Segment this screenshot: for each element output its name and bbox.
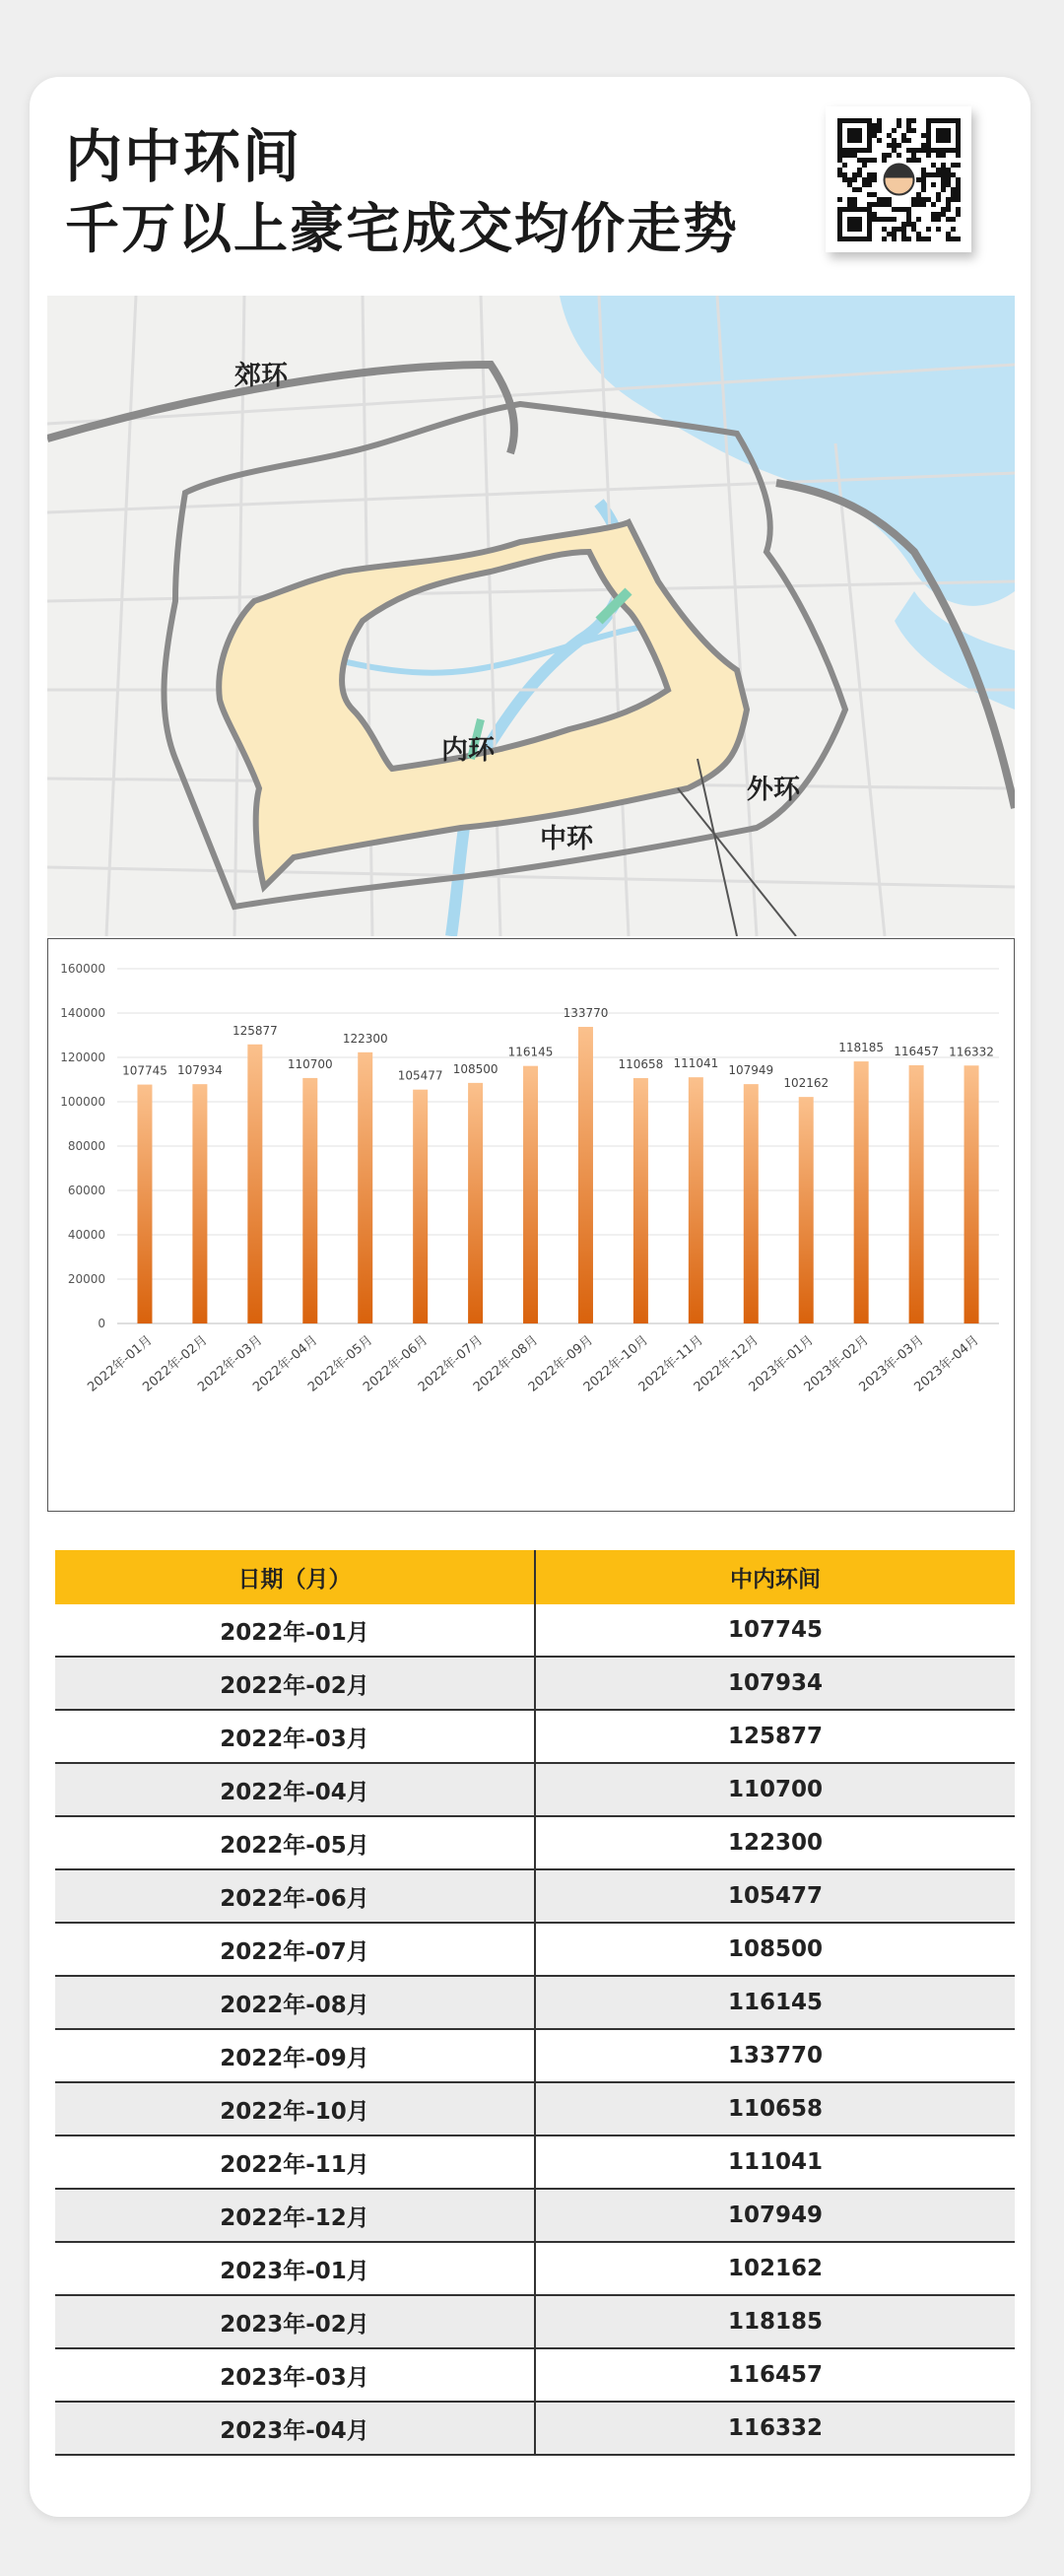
bar-chart xyxy=(47,938,1015,1512)
bar xyxy=(358,1052,372,1323)
table-cell-value: 116457 xyxy=(535,2348,1015,2402)
y-tick-label: 40000 xyxy=(67,1228,105,1242)
table-cell-date: 2022年-03月 xyxy=(55,1710,535,1763)
label-suburban-ring: 郊环 xyxy=(234,361,288,391)
x-tick-label: 2023年-01月 xyxy=(746,1332,817,1395)
table-cell-value: 116145 xyxy=(535,1976,1015,2029)
table-cell-value: 108500 xyxy=(535,1923,1015,1976)
y-tick-label: 100000 xyxy=(60,1095,105,1109)
table-cell-date: 2022年-08月 xyxy=(55,1976,535,2029)
bar-value-label: 122300 xyxy=(342,1031,388,1046)
table-row xyxy=(55,1710,1015,1763)
y-tick-label: 140000 xyxy=(60,1006,105,1020)
ring-road-map xyxy=(47,296,1015,936)
bar-value-label: 125877 xyxy=(232,1023,278,1038)
table-row xyxy=(55,2402,1015,2455)
label-outer-ring: 外环 xyxy=(747,775,800,805)
table-cell-date: 2022年-09月 xyxy=(55,2029,535,2082)
y-tick-label: 20000 xyxy=(67,1272,105,1286)
x-tick-label: 2022年-09月 xyxy=(525,1332,597,1395)
table-row xyxy=(55,1604,1015,1657)
table-cell-value: 110658 xyxy=(535,2082,1015,2135)
bar xyxy=(137,1085,152,1323)
table-cell-value: 133770 xyxy=(535,2029,1015,2082)
table-cell-value: 110700 xyxy=(535,1763,1015,1816)
data-table xyxy=(55,1550,1015,2456)
column-header-value: 中内环间 xyxy=(535,1550,1015,1604)
bar-value-label: 102162 xyxy=(783,1076,830,1091)
x-tick-label: 2022年-02月 xyxy=(140,1332,211,1395)
table-cell-date: 2022年-06月 xyxy=(55,1869,535,1923)
bar xyxy=(523,1066,538,1323)
table-cell-date: 2022年-07月 xyxy=(55,1923,535,1976)
table-cell-date: 2022年-10月 xyxy=(55,2082,535,2135)
table-cell-value: 107934 xyxy=(535,1657,1015,1710)
bar-value-label: 116457 xyxy=(894,1044,939,1058)
table-cell-date: 2022年-11月 xyxy=(55,2135,535,2189)
bar-value-label: 111041 xyxy=(673,1056,719,1071)
bar-value-label: 110700 xyxy=(287,1056,333,1071)
table-cell-date: 2023年-02月 xyxy=(55,2295,535,2348)
table-cell-date: 2022年-05月 xyxy=(55,1816,535,1869)
table-cell-value: 111041 xyxy=(535,2135,1015,2189)
bar-value-label: 110658 xyxy=(618,1057,664,1072)
x-tick-label: 2022年-07月 xyxy=(415,1332,487,1395)
table-row xyxy=(55,2348,1015,2402)
bar-value-label: 118185 xyxy=(838,1041,885,1055)
label-inner-ring: 内环 xyxy=(441,735,495,766)
table-row xyxy=(55,1816,1015,1869)
table-cell-value: 122300 xyxy=(535,1816,1015,1869)
x-tick-label: 2022年-05月 xyxy=(305,1332,376,1395)
x-tick-label: 2023年-02月 xyxy=(801,1332,872,1395)
bar xyxy=(578,1027,593,1323)
table-cell-date: 2022年-04月 xyxy=(55,1763,535,1816)
bar xyxy=(854,1061,869,1323)
table-row xyxy=(55,2135,1015,2189)
y-tick-label: 160000 xyxy=(60,962,105,976)
table-row xyxy=(55,2242,1015,2295)
label-middle-ring: 中环 xyxy=(540,824,593,854)
page-title: 内中环间 xyxy=(65,123,302,190)
bar xyxy=(302,1078,317,1323)
table-cell-date: 2022年-02月 xyxy=(55,1657,535,1710)
x-tick-label: 2022年-03月 xyxy=(195,1332,266,1395)
y-tick-label: 0 xyxy=(98,1317,105,1330)
bar-value-label: 133770 xyxy=(563,1006,609,1021)
bar-value-label: 107949 xyxy=(728,1063,774,1078)
bar-value-label: 105477 xyxy=(397,1068,443,1083)
table-cell-value: 107949 xyxy=(535,2189,1015,2242)
x-tick-label: 2022年-01月 xyxy=(85,1332,156,1395)
bar-value-label: 107745 xyxy=(122,1063,167,1078)
bar xyxy=(689,1077,703,1323)
table-cell-value: 105477 xyxy=(535,1869,1015,1923)
bar xyxy=(799,1097,814,1323)
y-tick-label: 80000 xyxy=(67,1139,105,1153)
table-row xyxy=(55,2189,1015,2242)
bar xyxy=(744,1084,759,1323)
x-tick-label: 2023年-03月 xyxy=(856,1332,927,1395)
table-cell-date: 2023年-01月 xyxy=(55,2242,535,2295)
bar xyxy=(468,1083,483,1323)
table-row xyxy=(55,2029,1015,2082)
table-cell-date: 2023年-04月 xyxy=(55,2402,535,2455)
bar xyxy=(413,1090,428,1323)
qr-code-icon xyxy=(826,106,971,252)
table-row xyxy=(55,2082,1015,2135)
y-tick-label: 120000 xyxy=(60,1051,105,1064)
table-row xyxy=(55,1763,1015,1816)
bar xyxy=(192,1084,207,1323)
x-tick-label: 2022年-10月 xyxy=(580,1332,651,1395)
page-subtitle: 千万以上豪宅成交均价走势 xyxy=(65,197,740,260)
bar-value-label: 116332 xyxy=(949,1045,994,1059)
x-tick-label: 2022年-12月 xyxy=(691,1332,762,1395)
table-cell-value: 102162 xyxy=(535,2242,1015,2295)
bar xyxy=(633,1078,648,1323)
x-tick-label: 2022年-06月 xyxy=(361,1332,432,1395)
bar-value-label: 108500 xyxy=(452,1061,499,1076)
table-cell-date: 2023年-03月 xyxy=(55,2348,535,2402)
bar xyxy=(964,1065,979,1323)
bar xyxy=(909,1065,924,1323)
y-tick-label: 60000 xyxy=(67,1184,105,1197)
bar-chart-svg xyxy=(48,939,1014,1511)
table-cell-date: 2022年-01月 xyxy=(55,1604,535,1657)
table-row xyxy=(55,1869,1015,1923)
x-tick-label: 2023年-04月 xyxy=(911,1332,982,1395)
bar xyxy=(247,1045,262,1323)
table-row xyxy=(55,1923,1015,1976)
bar-value-label: 116145 xyxy=(507,1045,554,1059)
table-row xyxy=(55,2295,1015,2348)
x-tick-label: 2022年-08月 xyxy=(470,1332,542,1395)
table-header-row xyxy=(55,1550,1015,1604)
table-cell-value: 116332 xyxy=(535,2402,1015,2455)
table-row xyxy=(55,1976,1015,2029)
x-tick-label: 2022年-11月 xyxy=(635,1332,706,1395)
column-header-date: 日期（月） xyxy=(55,1550,535,1604)
x-tick-label: 2022年-04月 xyxy=(250,1332,321,1395)
table-cell-value: 107745 xyxy=(535,1604,1015,1657)
table-cell-value: 118185 xyxy=(535,2295,1015,2348)
table-cell-value: 125877 xyxy=(535,1710,1015,1763)
table-row xyxy=(55,1657,1015,1710)
bar-value-label: 107934 xyxy=(177,1063,223,1078)
table-cell-date: 2022年-12月 xyxy=(55,2189,535,2242)
